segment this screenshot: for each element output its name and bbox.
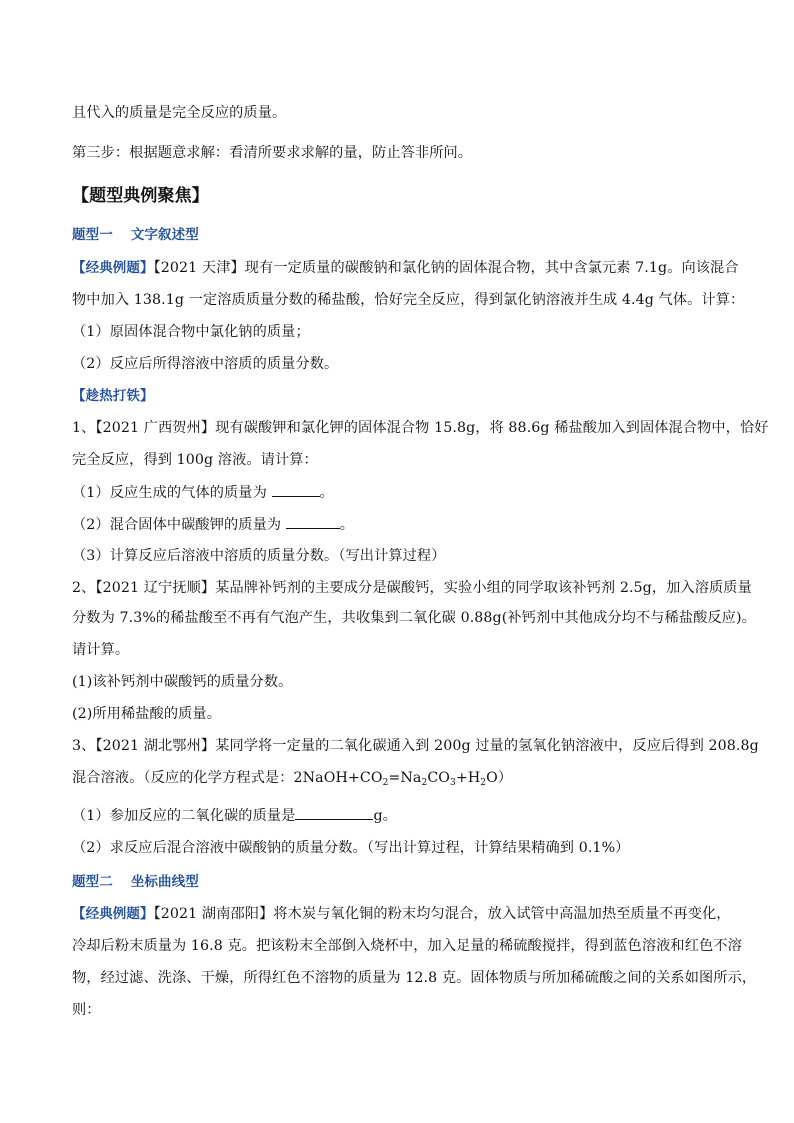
section-title: 【题型典例聚焦】 — [72, 186, 209, 206]
type2-line2: 冷却后粉末质量为 16.8 克。把该粉末全部倒入烧杯中，加入足量的稀硫酸搅拌，得到蓝色溶液和红色不溶 — [72, 938, 742, 954]
problem1-q2-text: （2）混合固体中碳酸钾的质量为 — [72, 517, 282, 533]
answer-blank — [286, 514, 340, 529]
problem3-q1-end: g。 — [373, 808, 397, 824]
equation-close: ） — [497, 770, 513, 786]
problem1-line1: 1、【2021 广西贺州】现有碳酸钾和氯化钾的固体混合物 15.8g，将 88.6g 稀盐酸加入到固体混合物中，恰好 — [72, 420, 769, 436]
problem3-q2: （2）求反应后混合溶液中碳酸钠的质量分数。（写出计算过程，计算结果精确到 0.1%） — [72, 840, 630, 856]
problem1-q2 — [72, 514, 732, 535]
problem2-line1: 2、【2021 辽宁抚顺】某品牌补钙剂的主要成分是碳酸钙，实验小组的同学取该补钙剂 2.5g，加入溶质质量 — [72, 580, 752, 596]
problem3-q1-text: （1）参加反应的二氧化碳的质量是 — [72, 808, 296, 824]
type2-label: 题型二 — [72, 874, 113, 890]
type2-line4: 则： — [72, 1002, 101, 1018]
practice-tag — [72, 386, 732, 406]
problem3-line2 — [72, 768, 732, 793]
type2-line3: 物，经过滤、洗涤、干燥，所得红色不溶物的质量为 12.8 克。固体物质与所加稀硫酸之间的关系如图所示， — [72, 970, 757, 986]
type2-text1: 【2021 湖南邵阳】将木炭与氧化铜的粉末均匀混合，放入试管中高温加热至质量不再变化， — [153, 906, 731, 922]
answer-blank — [295, 805, 373, 820]
practice-tag-text: 【趁热打铁】 — [72, 388, 154, 404]
example-tag: 【经典例题】 — [72, 906, 154, 922]
intro-line: 且代入的质量是完全反应的质量。 — [72, 105, 287, 121]
type1-example-line2: 物中加入 138.1g 一定溶质质量分数的稀盐酸，恰好完全反应，得到氯化钠溶液并生成 4.4g 气体。计算： — [72, 292, 745, 308]
answer-blank — [272, 482, 320, 497]
type1-example-line1 — [72, 258, 739, 278]
type1-question1: （1）原固体混合物中氯化钠的质量； — [72, 324, 310, 340]
type1-name: 文字叙述型 — [130, 227, 199, 243]
problem1-q1-text: （1）反应生成的气体的质量为 — [72, 485, 267, 501]
problem3-line1: 3、【2021 湖北鄂州】某同学将一定量的二氧化碳通入到 200g 过量的氢氧化钠溶液中，反应后得到 208.8g — [72, 738, 759, 754]
type1-question2: （2）反应后所得溶液中溶质的质量分数。 — [72, 356, 339, 372]
problem3-q1 — [72, 805, 732, 826]
problem2-q2: (2)所用稀盐酸的质量。 — [72, 706, 221, 722]
problem1-q1 — [72, 482, 732, 503]
type1-heading — [72, 225, 732, 245]
type1-label: 题型一 — [72, 227, 113, 243]
type2-name: 坐标曲线型 — [130, 874, 199, 890]
chemical-equation: $2NaOH+CO_2=Na_2CO_3+H_2O$ — [293, 770, 498, 788]
problem1-q1-end: 。 — [319, 485, 334, 501]
type2-heading — [72, 872, 732, 892]
problem2-q1: (1)该补钙剂中碳酸钙的质量分数。 — [72, 674, 293, 690]
step-three: 第三步：根据题意求解：看清所要求求解的量，防止答非所问。 — [72, 145, 473, 161]
problem1-q3: （3）计算反应后溶液中溶质的质量分数。（写出计算过程） — [72, 548, 446, 564]
type2-line1 — [72, 904, 732, 924]
problem1-q2-end: 。 — [339, 517, 355, 533]
problem3-line2-text: 混合溶液。（反应的化学方程式是： — [72, 770, 294, 786]
example-text: 【2021 天津】现有一定质量的碳酸钠和氯化钠的固体混合物，其中含氯元素 7.1g。向该混合 — [153, 260, 739, 276]
example-tag: 【经典例题】 — [72, 260, 154, 276]
problem2-line3: 请计算。 — [72, 642, 130, 658]
problem1-line2: 完全反应，得到 100g 溶液。请计算： — [72, 452, 318, 468]
problem2-line2: 分数为 7.3%的稀盐酸至不再有气泡产生，共收集到二氧化碳 0.88g(补钙剂中其他成分均不与稀盐酸反应)。 — [72, 610, 756, 626]
